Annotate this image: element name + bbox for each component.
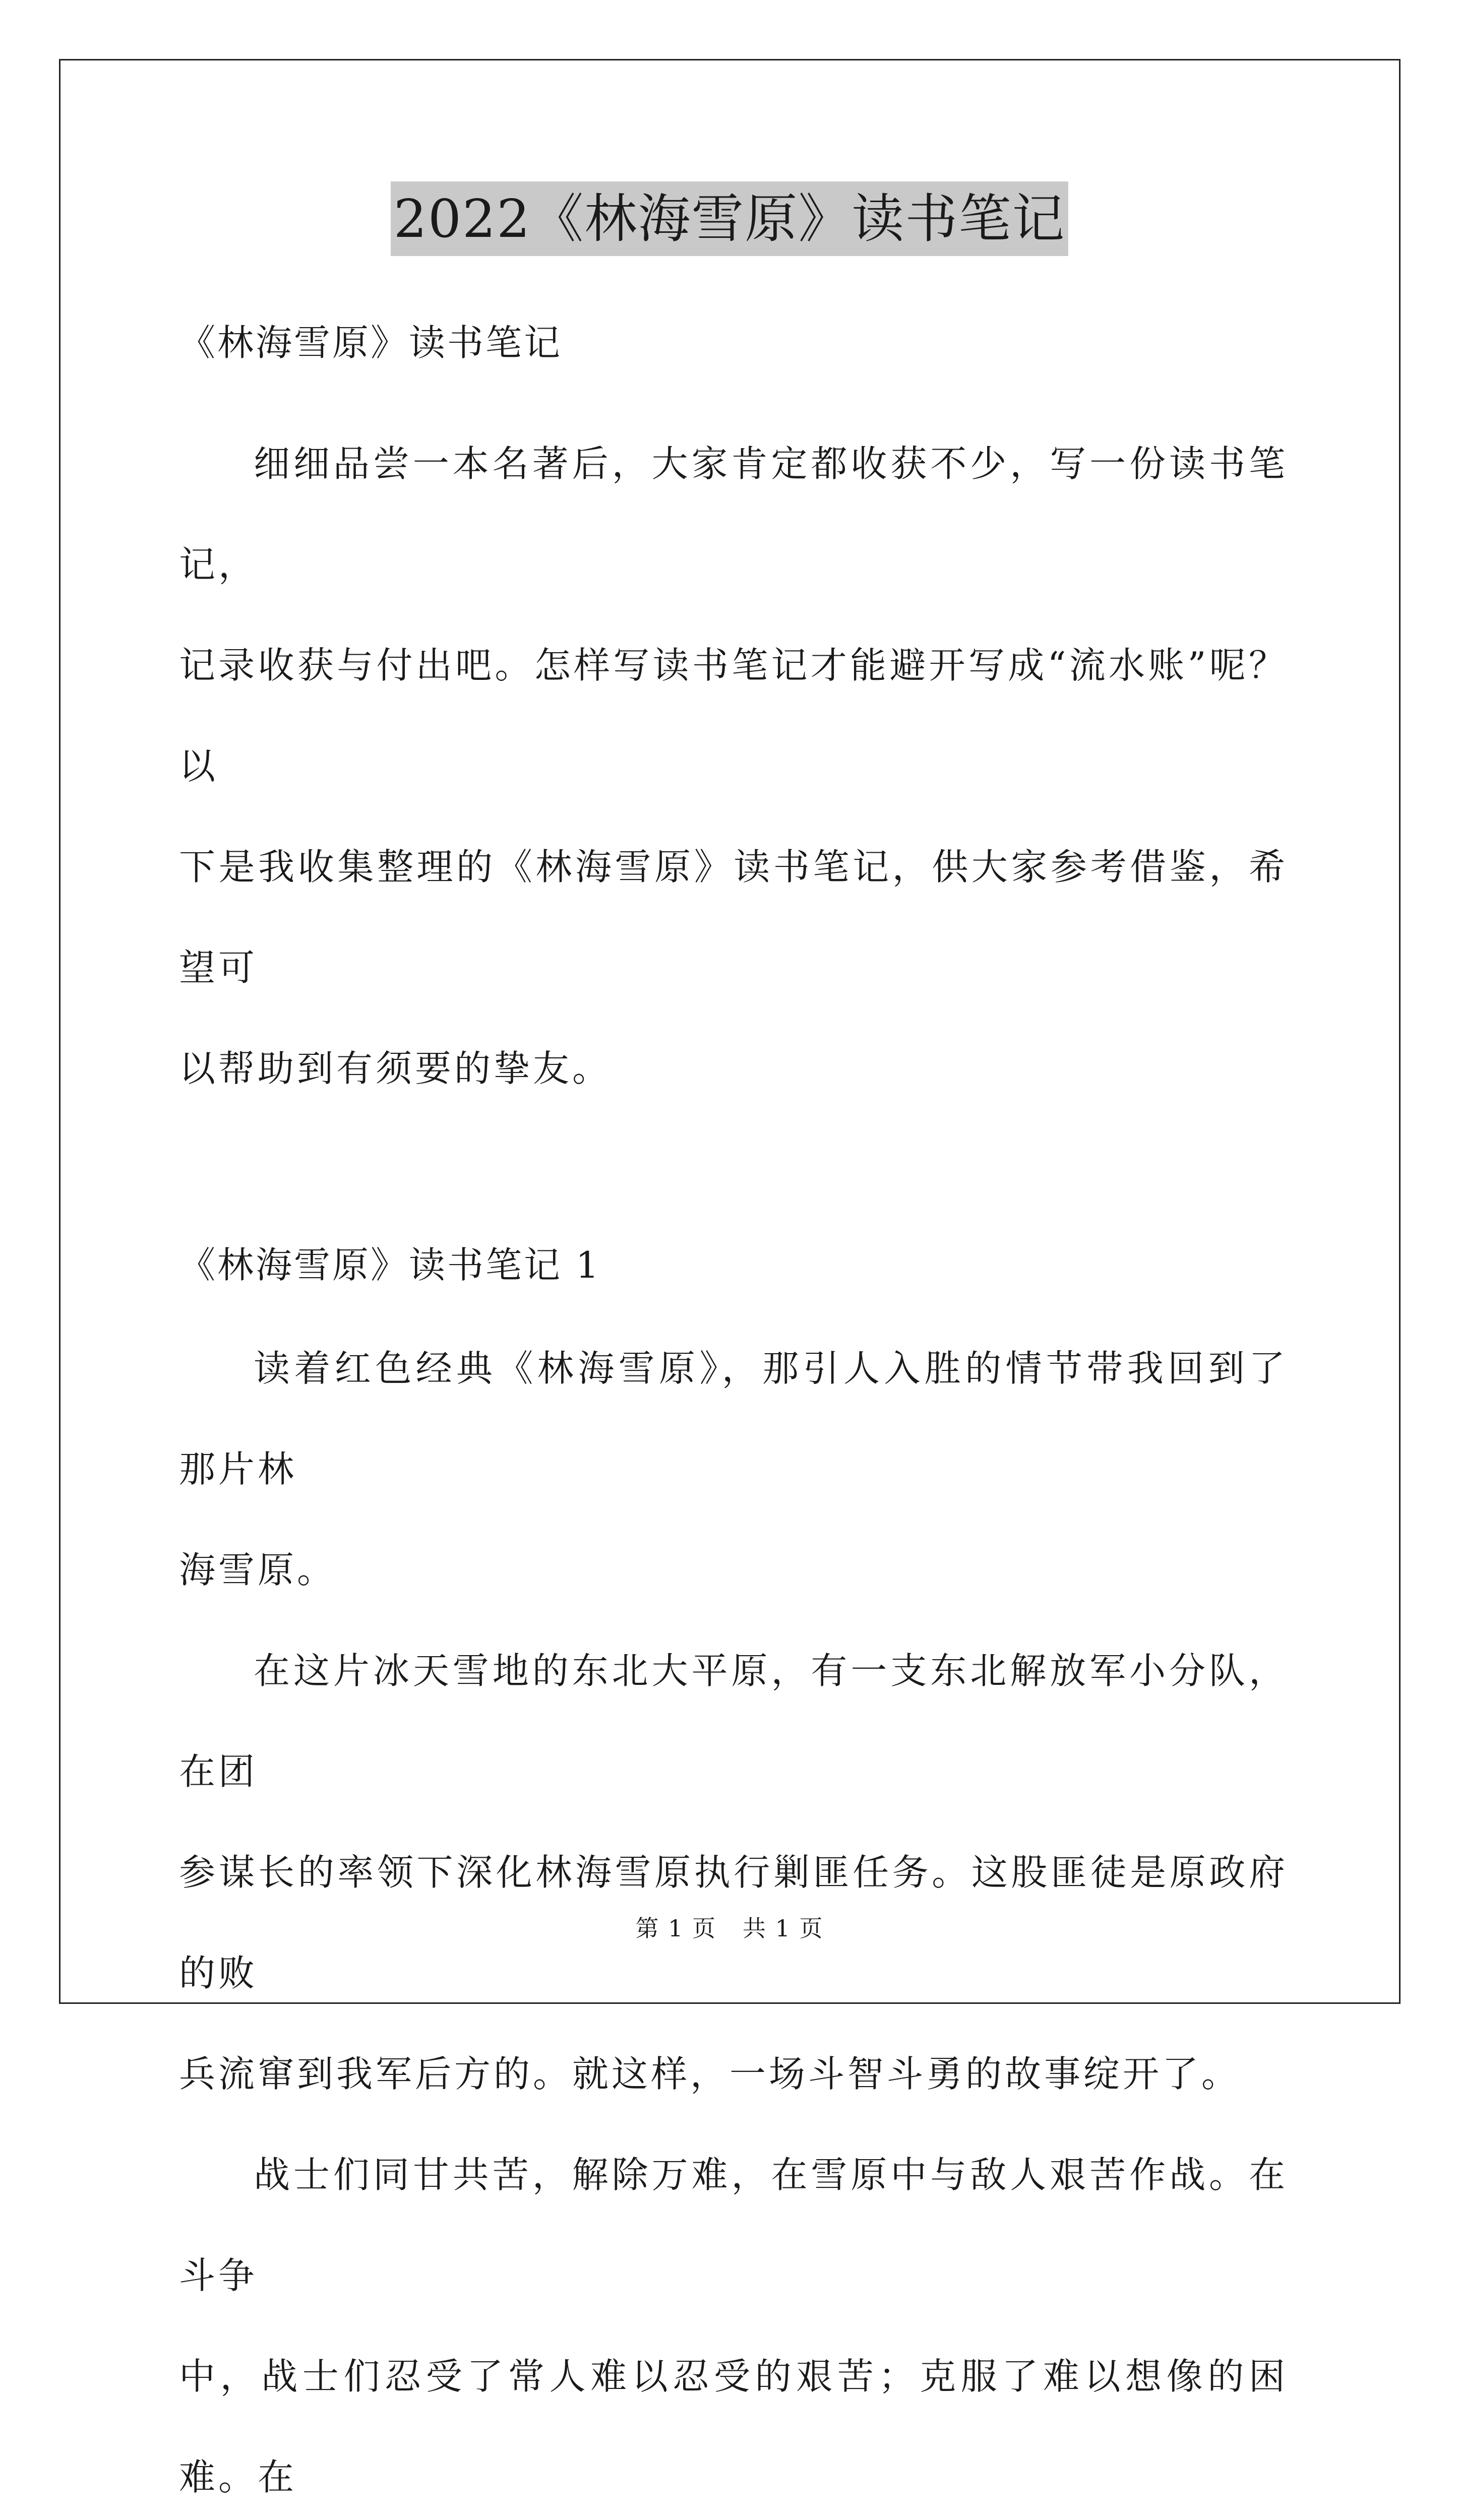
paragraph (179, 1620, 1288, 2124)
intro-heading: 《林海雪原》读书笔记 (179, 322, 563, 364)
page-number: 第 1 页 (635, 1915, 716, 1942)
text-line: 中，战士们忍受了常人难以忍受的艰苦；克服了难以想像的困难。在 (179, 2355, 1288, 2498)
page-total: 共 1 页 (743, 1915, 824, 1942)
title-container (0, 181, 1459, 256)
document-body (179, 312, 1288, 2520)
text-line: 读着红色经典《林海雪原》，那引人入胜的情节带我回到了那片林 (179, 1347, 1288, 1490)
text-line: 以帮助到有须要的挚友。 (179, 1047, 612, 1090)
text-line: 战士们同甘共苦，解除万难，在雪原中与敌人艰苦作战。在斗争 (179, 2154, 1288, 2297)
text-line: 参谋长的率领下深化林海雪原执行剿匪任务。这股匪徒是原政府的败 (179, 1851, 1288, 1994)
document-title: 2022《林海雪原》读书笔记 (391, 181, 1069, 256)
text-line: 记录收获与付出吧。怎样写读书笔记才能避开写成“流水账”呢？以 (179, 644, 1288, 787)
text-line: 下是我收集整理的《林海雪原》读书笔记，供大家参考借鉴，希望可 (179, 846, 1288, 989)
page-footer (0, 1910, 1459, 1943)
text-line: 在这片冰天雪地的东北大平原，有一支东北解放军小分队，在团 (179, 1650, 1288, 1793)
text-line: 海雪原。 (179, 1549, 337, 1591)
paragraph (179, 2124, 1288, 2520)
text-line: 兵流窜到我军后方的。就这样，一场斗智斗勇的故事绽开了。 (179, 2053, 1241, 2095)
intro-paragraph (179, 413, 1288, 1119)
paragraph (179, 1318, 1288, 1620)
text-line: 细细品尝一本名著后，大家肯定都收获不少，写一份读书笔记， (179, 443, 1288, 586)
section-heading: 《林海雪原》读书笔记 1 (179, 1244, 601, 1286)
